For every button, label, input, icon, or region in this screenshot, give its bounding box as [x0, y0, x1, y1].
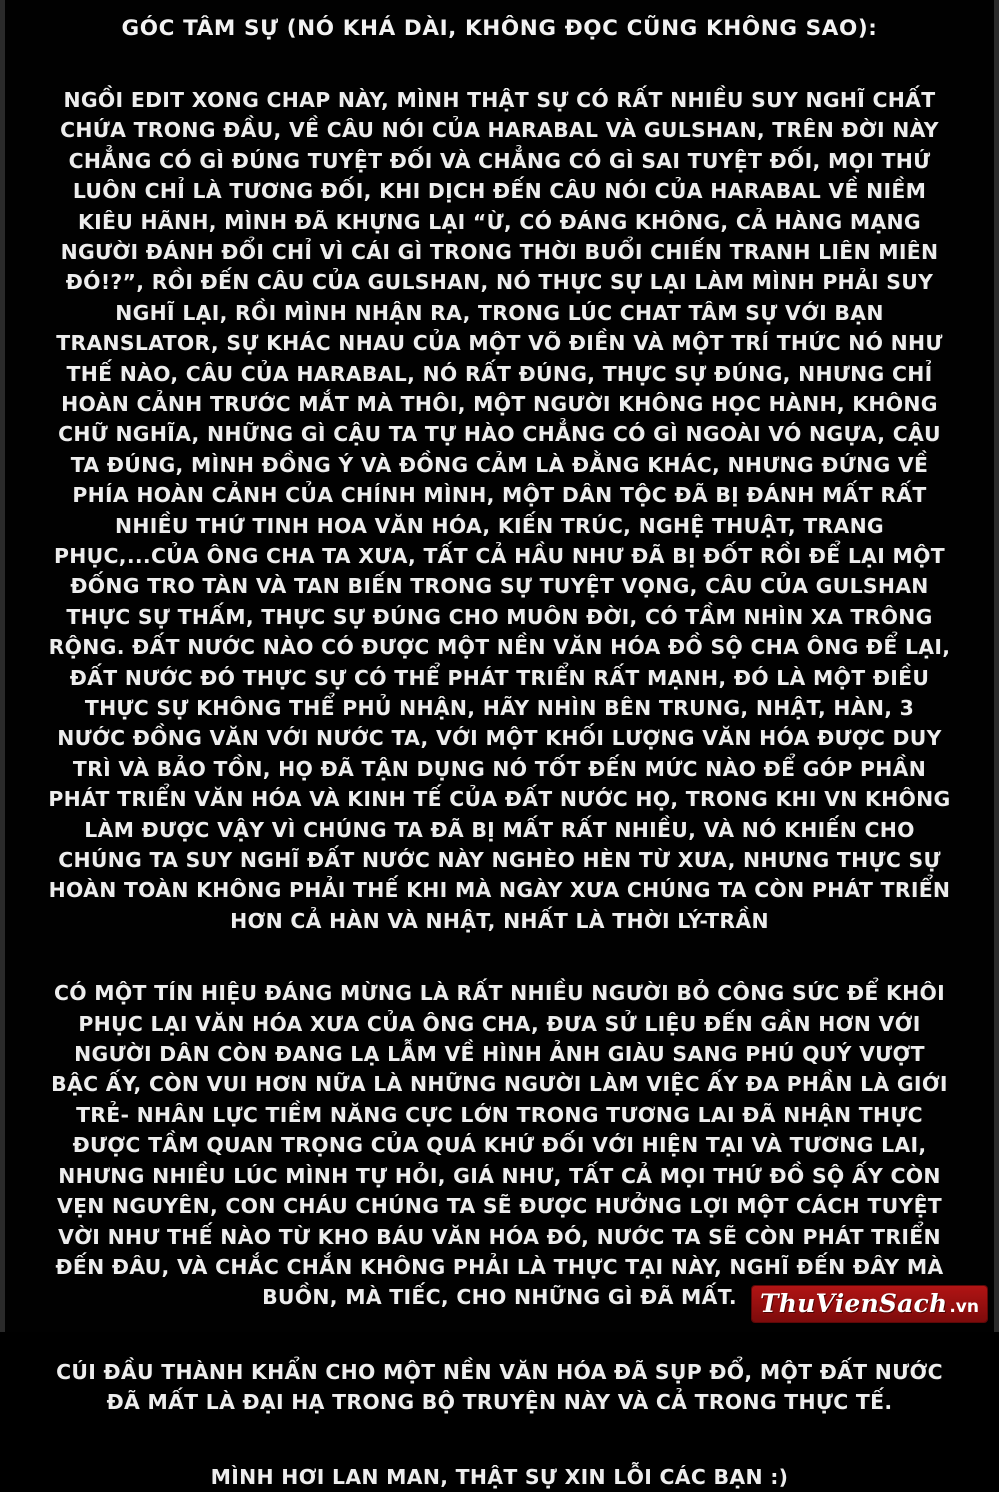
paragraph-1: NGỒI EDIT XONG CHAP NÀY, MÌNH THẬT SỰ CÓ RẤT NHIỀU SUY NGHĨ CHẤT CHỨA TRONG ĐẦU, VỀ CÂU NÓI CỦA HARABAL VÀ GULSHAN, TRÊN ĐỜI NÀY CHẲNG CÓ GÌ ĐÚNG TUYỆT ĐỐI VÀ CHẲNG CÓ GÌ SAI TUYỆT ĐỐI, MỌI THỨ LUÔN CHỈ LÀ TƯƠNG ĐỐI, KHI DỊCH ĐẾN CÂU NÓI CỦA HARABAL VỀ NIỀM KIÊU HÃNH, MÌNH ĐÃ KHỰNG LẠI “Ừ, CÓ ĐÁNG KHÔNG, CẢ HÀNG MẠNG NGƯỜI ĐÁNH ĐỔI CHỈ VÌ CÁI GÌ TRONG THỜI BUỔI CHIẾN TRANH LIÊN MIÊN ĐÓ!?”, RỒI ĐẾN CÂU CỦA GULSHAN, NÓ THỰC SỰ LẠI LÀM MÌNH PHẢI SUY NGHĨ LẠI, RỒI MÌNH NHẬN RA, TRONG LÚC CHAT TÂM SỰ VỚI BẠN TRANSLATOR, SỰ KHÁC NHAU CỦA MỘT VÕ ĐIỀN VÀ MỘT TRÍ THỨC NÓ NHƯ THẾ NÀO, CÂU CỦA HARABAL, NÓ RẤT ĐÚNG, THỰC SỰ ĐÚNG, NHƯNG CHỈ HOÀN CẢNH TRƯỚC MẮT MÀ THÔI, MỘT NGƯỜI KHÔNG HỌC HÀNH, KHÔNG CHỮ NGHĨA, NHỮNG GÌ CẬU TA TỰ HÀO CHẲNG CÓ GÌ NGOÀI VÓ NGỰA, CẬU TA ĐÚNG, MÌNH ĐỒNG Ý VÀ ĐỒNG CẢM LÀ ĐẰNG KHÁC, NHƯNG ĐỨNG VỀ PHÍA HOÀN CẢNH CỦA CHÍNH MÌNH, MỘT DÂN TỘC ĐÃ BỊ ĐÁNH MẤT RẤT NHIỀU THỨ TINH HOA VĂN HÓA, KIẾN TRÚC, NGHỆ THUẬT, TRANG PHỤC,...CỦA ÔNG CHA TA XƯA, TẤT CẢ HẦU NHƯ ĐÃ BỊ ĐỐT RỒI ĐỂ LẠI MỘT ĐỐNG TRO TÀN VÀ TAN BIẾN TRONG SỰ TUYỆT VỌNG, CÂU CỦA GULSHAN THỰC SỰ THẤM, THỰC SỰ ĐÚNG CHO MUÔN ĐỜI, CÓ TẦM NHÌN XA TRÔNG RỘNG. ĐẤT NƯỚC NÀO CÓ ĐƯỢC MỘT NỀN VĂN HÓA ĐỒ SỘ CHA ÔNG ĐỂ LẠI, ĐẤT NƯỚC ĐÓ THỰC SỰ CÓ THỂ PHÁT TRIỂN RẤT MẠNH, ĐÓ LÀ MỘT ĐIỀU THỰC SỰ KHÔNG THỂ PHỦ NHẬN, HÃY NHÌN BÊN TRUNG, NHẬT, HÀN, 3 NƯỚC ĐỒNG VĂN VỚI NƯỚC TA, VỚI MỘT KHỐI LƯỢNG VĂN HÓA ĐƯỢC DUY TRÌ VÀ BẢO TỒN, HỌ ĐÃ TẬN DỤNG NÓ TỐT ĐẾN MỨC NÀO ĐỂ GÓP PHẦN PHÁT TRIỂN VĂN HÓA VÀ KINH TẾ CỦA ĐẤT NƯỚC HỌ, TRONG KHI VN KHÔNG LÀM ĐƯỢC VẬY VÌ CHÚNG TA ĐÃ BỊ MẤT RẤT NHIỀU, VÀ NÓ KHIẾN CHO CHÚNG TA SUY NGHĨ ĐẤT NƯỚC NÀY NGHÈO HÈN TỪ XƯA, NHƯNG THỰC SỰ HOÀN TOÀN KHÔNG PHẢI THẾ KHI MÀ NGÀY XƯA CHÚNG TA CÒN PHÁT TRIỂN HƠN CẢ HÀN VÀ NHẬT, NHẤT LÀ THỜI LÝ-TRẦN: [48, 87, 951, 933]
paragraph-4: MÌNH HƠI LAN MAN, THẬT SỰ XIN LỖI CÁC BẠN :): [210, 1464, 789, 1489]
site-watermark: [752, 1286, 987, 1322]
paragraph-2: CÓ MỘT TÍN HIỆU ĐÁNG MỪNG LÀ RẤT NHIỀU NGƯỜI BỎ CÔNG SỨC ĐỂ KHÔI PHỤC LẠI VĂN HÓA XƯA CỦA ÔNG CHA, ĐƯA SỬ LIỆU ĐẾN GẦN HƠN VỚI NGƯỜI DÂN CÒN ĐANG LẠ LẪM VỀ HÌNH ẢNH GIÀU SANG PHÚ QUÝ VƯỢT BẬC ẤY, CÒN VUI HƠN NỮA LÀ NHỮNG NGƯỜI LÀM VIỆC ẤY ĐA PHẦN LÀ GIỚI TRẺ- NHÂN LỰC TIỀM NĂNG CỰC LỚN TRONG TƯƠNG LAI ĐÃ NHẬN THỰC ĐƯỢC TẦM QUAN TRỌNG CỦA QUÁ KHỨ ĐỐI VỚI HIỆN TẠI VÀ TƯƠNG LAI, NHƯNG NHIỀU LÚC MÌNH TỰ HỎI, GIÁ NHƯ, TẤT CẢ MỌI THỨ ĐỒ SỘ ẤY CÒN VẸN NGUYÊN, CON CHÁU CHÚNG TA SẼ ĐƯỢC HƯỞNG LỢI MỘT CÁCH TUYỆT VỜI NHƯ THẾ NÀO TỪ KHO BÁU VĂN HÓA ĐÓ, NƯỚC TA SẼ CÒN PHÁT TRIỂN ĐẾN ĐÂU, VÀ CHẮC CHẮN KHÔNG PHẢI LÀ THỰC TẠI NÀY, NGHĨ ĐẾN ĐÂY MÀ BUỒN, MÀ TIẾC, CHO NHỮNG GÌ ĐÃ MẤT.: [51, 981, 948, 1310]
page-title: GÓC TÂM SỰ (NÓ KHÁ DÀI, KHÔNG ĐỌC CŨNG KHÔNG SAO):: [121, 16, 878, 41]
paragraph-3: CÚI ĐẦU THÀNH KHẨN CHO MỘT NỀN VĂN HÓA ĐÃ SỤP ĐỔ, MỘT ĐẤT NƯỚC ĐÃ MẤT LÀ ĐẠI HẠ TRONG BỘ TRUYỆN NÀY VÀ CẢ TRONG THỰC TẾ.: [56, 1359, 943, 1415]
watermark-domain-suffix: .vn: [949, 1297, 979, 1317]
watermark-brand: ThuVienSach: [759, 1289, 948, 1318]
